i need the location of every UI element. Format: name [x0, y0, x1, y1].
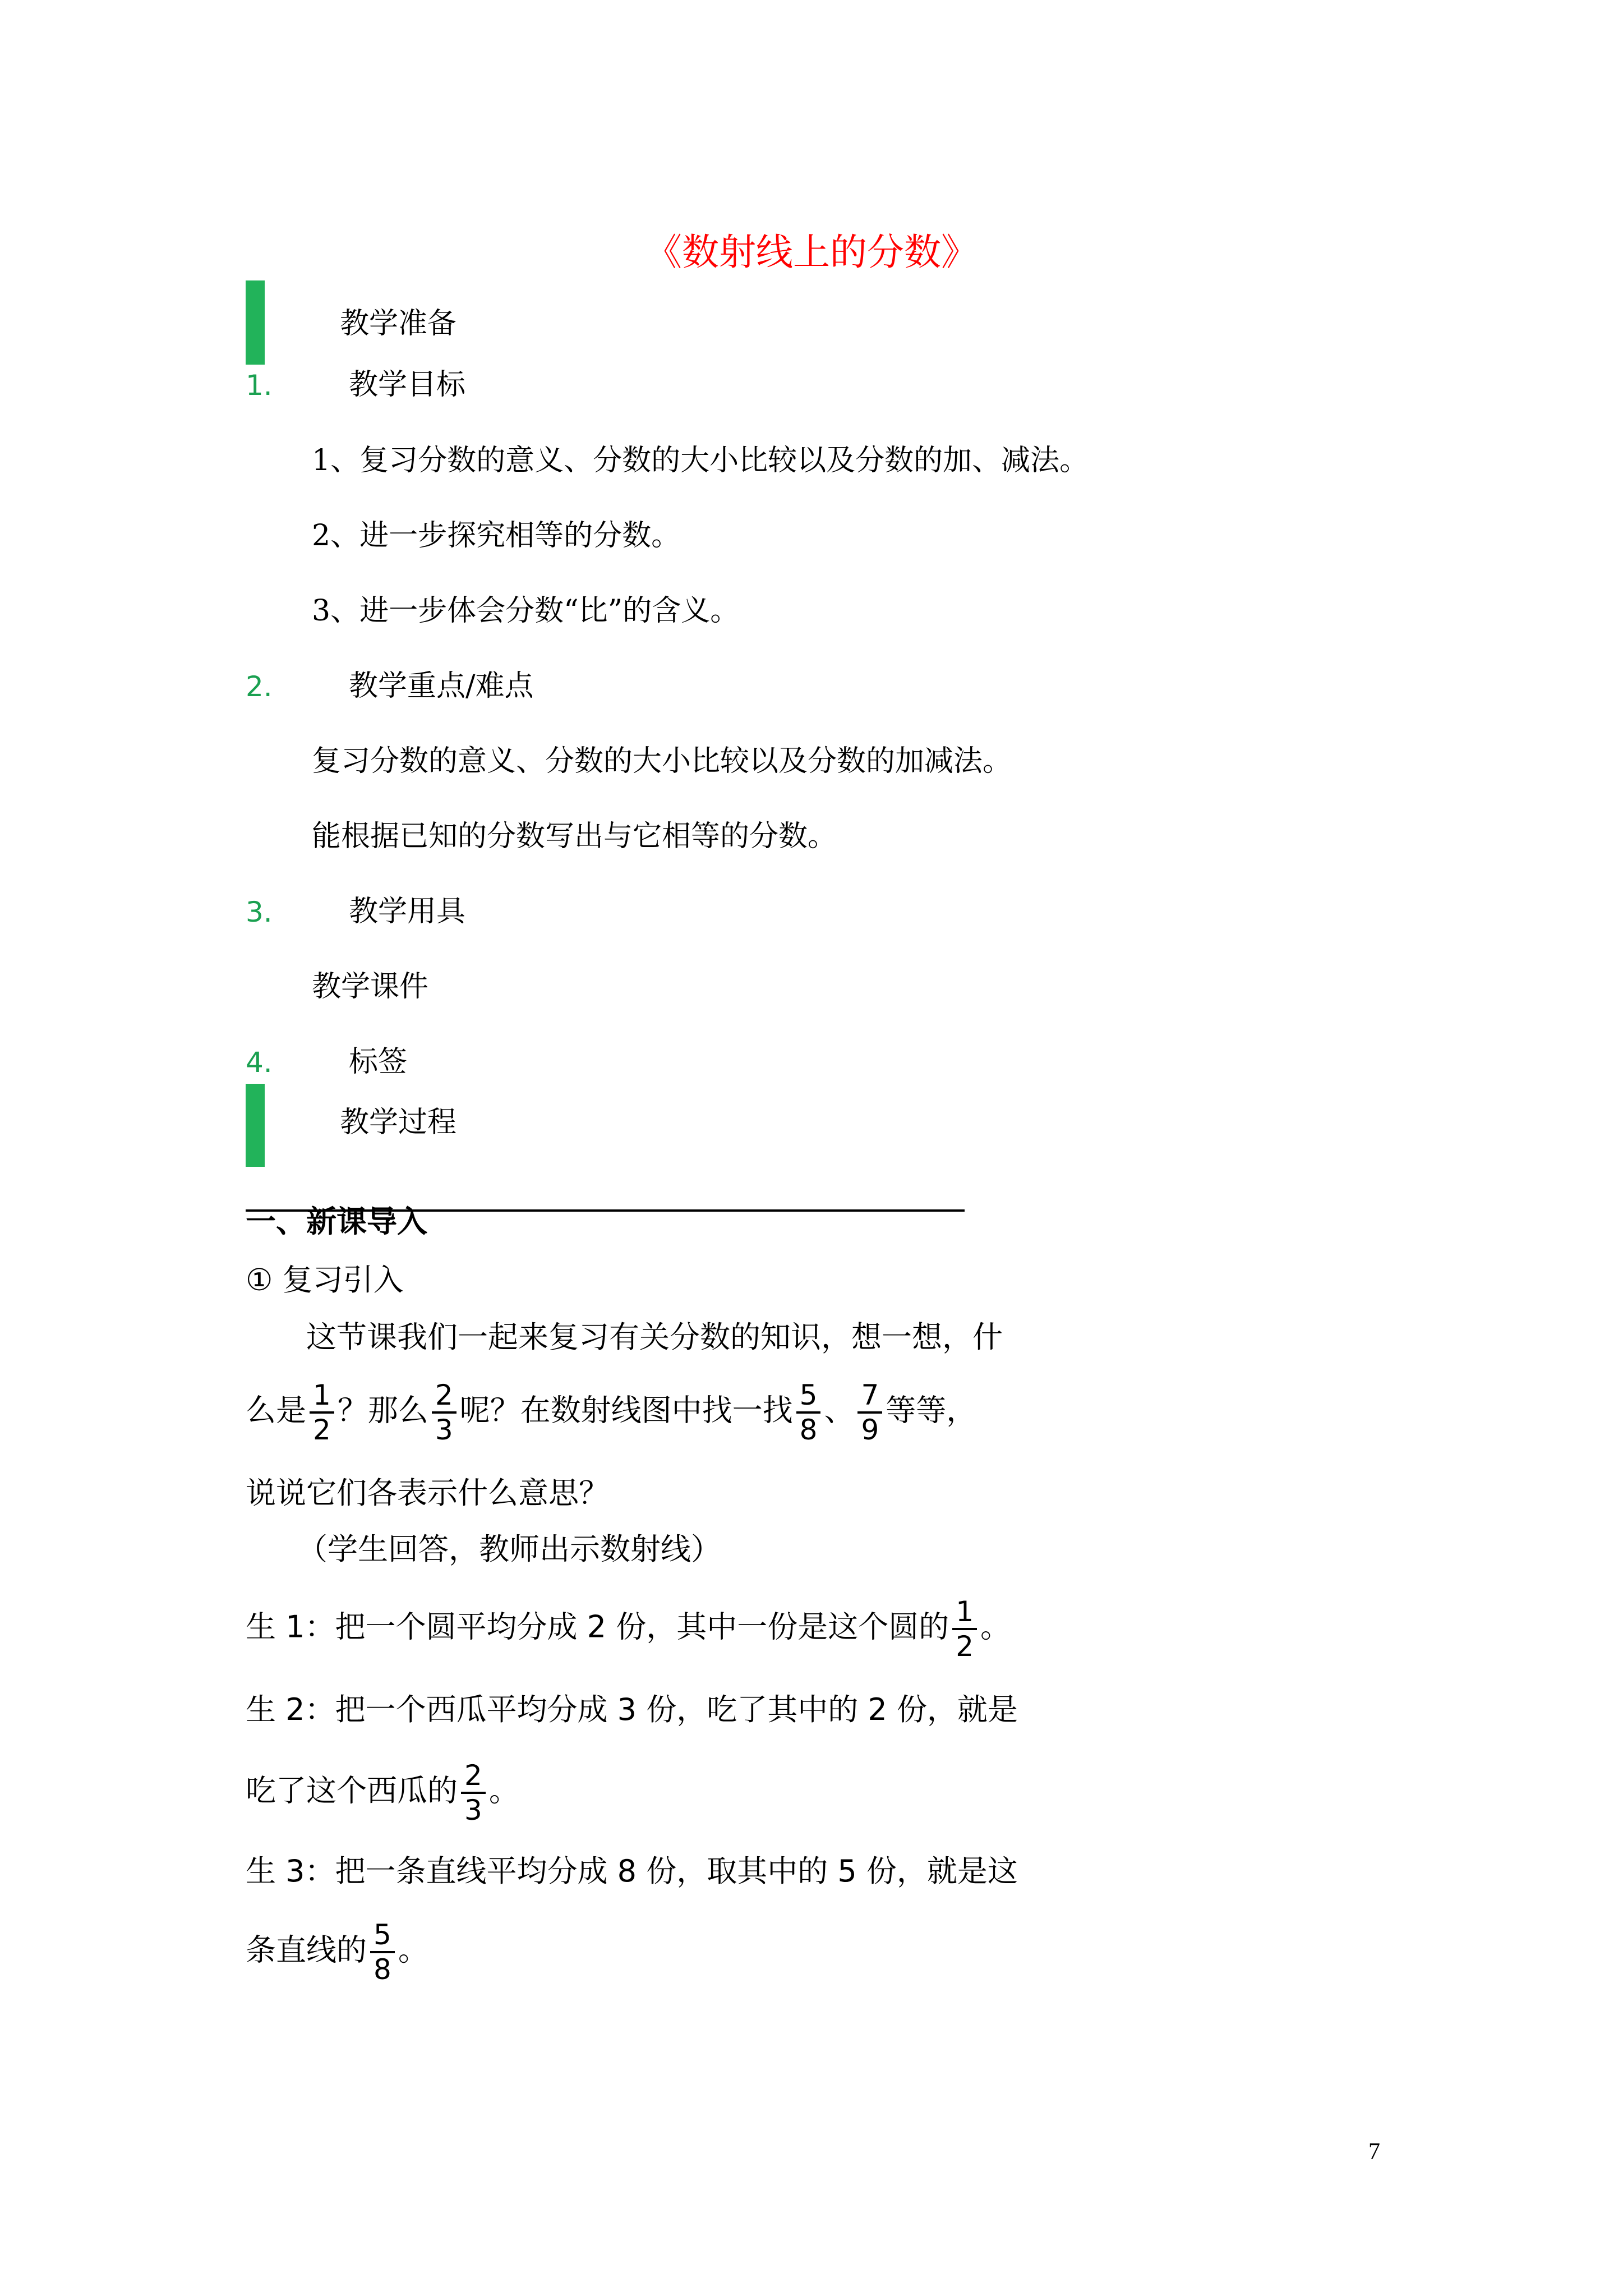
- numerator: 5: [799, 1379, 818, 1411]
- denominator: 3: [461, 1792, 486, 1824]
- denominator: 2: [952, 1628, 977, 1660]
- paragraph-line: 这节课我们一起来复习有关分数的知识，想一想，什: [306, 1319, 1003, 1355]
- list-item-tools: 教学用具: [349, 895, 466, 928]
- page-number: 7: [1368, 2139, 1380, 2165]
- list-number: 3.: [246, 896, 273, 928]
- list-item-keypoints: 教学重点/难点: [349, 669, 534, 703]
- text-segment: 么是: [246, 1392, 306, 1428]
- section-marker-bar: [246, 1084, 265, 1167]
- fraction: [370, 1918, 395, 1986]
- numerator: 5: [374, 1918, 391, 1951]
- goal-line: 1、复习分数的意义、分数的大小比较以及分数的加、减法。: [312, 444, 1089, 477]
- subheading: ① 复习引入: [246, 1262, 404, 1297]
- list-item-tags: 标签: [349, 1045, 408, 1079]
- fraction: [310, 1381, 334, 1444]
- student-answer-3: 生 3：把一条直线平均分成 8 份，取其中的 5 份，就是这: [246, 1853, 1018, 1889]
- text-segment: ？那么: [337, 1392, 428, 1428]
- text-segment: 吃了这个西瓜的: [246, 1773, 458, 1809]
- tools-text: 教学课件: [312, 970, 429, 1004]
- paragraph-line-with-fractions: [246, 1381, 976, 1444]
- text-segment: 。: [398, 1932, 428, 1968]
- section-heading-process: 教学过程: [340, 1106, 457, 1139]
- text-segment: 生 1：把一个圆平均分成 2 份，其中一份是这个圆的: [246, 1609, 949, 1645]
- goal-line: 3、进一步体会分数“比”的含义。: [312, 594, 740, 628]
- fraction: [461, 1761, 486, 1824]
- numerator: 7: [861, 1379, 879, 1411]
- student-answer-3-cont: [246, 1918, 428, 1986]
- list-number: 2.: [246, 670, 273, 703]
- section-heading-preparation: 教学准备: [340, 307, 457, 341]
- denominator: 2: [310, 1411, 334, 1444]
- numerator: 2: [435, 1379, 453, 1411]
- fraction: [952, 1595, 977, 1663]
- paragraph-line: 说说它们各表示什么意思？: [246, 1475, 609, 1511]
- student-answer-2: 生 2：把一个西瓜平均分成 3 份，吃了其中的 2 份，就是: [246, 1692, 1018, 1727]
- numerator: 1: [313, 1379, 331, 1411]
- keypoint-line: 复习分数的意义、分数的大小比较以及分数的加减法。: [312, 744, 1012, 778]
- list-number: 1.: [246, 369, 273, 402]
- goal-line: 2、进一步探究相等的分数。: [312, 519, 681, 553]
- lesson-heading: 一、新课导入: [246, 1204, 427, 1239]
- denominator: 8: [370, 1951, 395, 1984]
- denominator: 8: [796, 1411, 821, 1444]
- student-answer-1: [246, 1595, 1011, 1663]
- paragraph-line: （学生回答，教师出示数射线）: [297, 1531, 721, 1567]
- text-segment: 等等，: [886, 1392, 977, 1428]
- text-segment: 。: [488, 1773, 519, 1809]
- fraction: [857, 1381, 882, 1444]
- denominator: 9: [857, 1411, 882, 1444]
- text-segment: 呢？在数射线图中找一找: [459, 1392, 793, 1428]
- text-segment: 、: [824, 1392, 855, 1428]
- list-item-goals: 教学目标: [349, 368, 466, 402]
- section-marker-bar: [246, 280, 265, 365]
- text-segment: 。: [980, 1609, 1011, 1645]
- fraction: [796, 1381, 821, 1444]
- numerator: 2: [464, 1759, 482, 1792]
- fraction: [432, 1381, 457, 1444]
- page-title: 《数射线上的分数》: [645, 231, 978, 274]
- denominator: 3: [432, 1411, 457, 1444]
- keypoint-line: 能根据已知的分数写出与它相等的分数。: [312, 820, 837, 853]
- text-segment: 条直线的: [246, 1932, 367, 1968]
- numerator: 1: [956, 1595, 974, 1628]
- student-answer-2-cont: [246, 1761, 519, 1824]
- list-number: 4.: [246, 1046, 273, 1079]
